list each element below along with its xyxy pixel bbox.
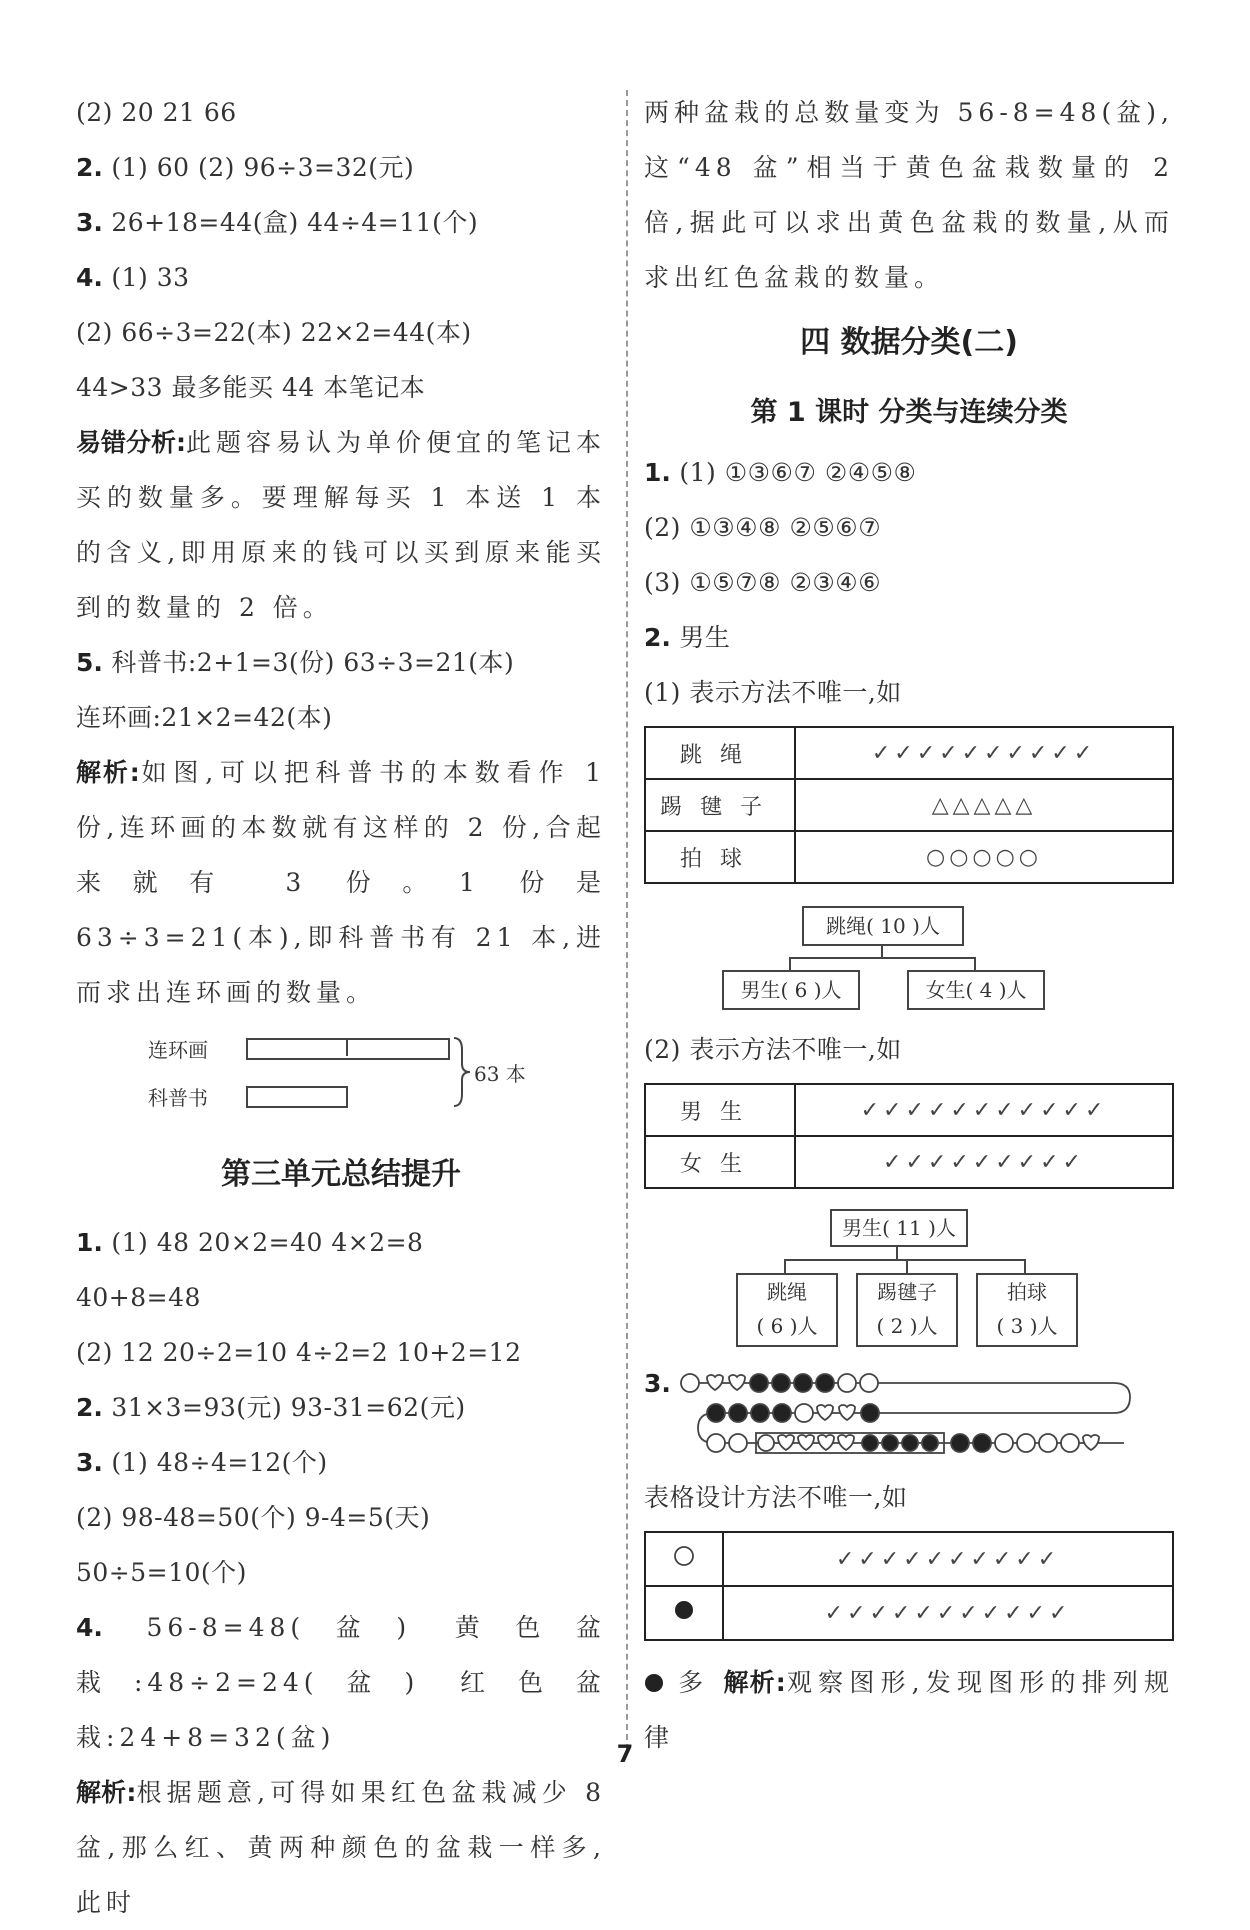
table-row: [645, 1586, 1173, 1640]
tree-root: 跳绳( 10 )人: [802, 906, 964, 946]
answer-line: (2) 12 20÷2=10 4÷2=2 10+2=12: [76, 1338, 522, 1367]
black-bead-icon: [672, 1598, 696, 1622]
segment-label-comics: 连环画: [148, 1038, 208, 1062]
tree-connector: [789, 957, 974, 959]
answer-text: 26+18=44(盒) 44÷4=11(个): [111, 208, 479, 237]
segment-diagram: [76, 1028, 606, 1133]
table-row: [645, 1084, 1173, 1136]
answer-line: [76, 250, 606, 305]
table-key: 男生: [645, 1084, 795, 1136]
answer-line: [76, 1215, 606, 1270]
table-row: [645, 1136, 1173, 1188]
answer-line: 50÷5=10(个): [76, 1558, 247, 1587]
table-key: [645, 1532, 723, 1586]
error-analysis: [76, 415, 606, 635]
question-number: 5.: [76, 648, 103, 677]
bead-tally-table: [644, 1531, 1174, 1641]
tree-diagram-1: [644, 884, 1174, 1014]
analysis-text: 如图,可以把科普书的本数看作 1 份,连环画的本数就有这样的 2 份,合起来就有 3 份。1 份是 63÷3=21(本),即科普书有 21 本,进而求出连环画的数量。: [76, 758, 606, 1007]
question-number: 4.: [76, 1613, 103, 1642]
tree-root: 男生( 11 )人: [830, 1209, 968, 1247]
question-number: 2.: [76, 1393, 103, 1422]
answer-line: [76, 635, 606, 690]
answer-line: (2) 66÷3=22(本) 22×2=44(本): [76, 318, 472, 347]
answer-line: [76, 140, 606, 195]
brace-icon: [452, 1036, 472, 1108]
question-number: 1.: [76, 1228, 103, 1257]
analysis-continued: 两种盆栽的总数量变为 56-8=48(盆),这“48 盆”相当于黄色盆栽数量的 2 倍,据此可以求出黄色盆栽的数量,从而求出红色盆栽的数量。: [644, 98, 1174, 292]
tree-child-label: 跳绳: [767, 1280, 807, 1304]
answer-line: 40+8=48: [76, 1283, 201, 1312]
right-column: [644, 85, 1174, 1765]
tree-connector: [1024, 1259, 1026, 1273]
analysis: [76, 1765, 606, 1930]
tree-child-count: ( 2 )人: [876, 1314, 938, 1338]
question-number: 4.: [76, 263, 103, 292]
science-bar: [246, 1086, 348, 1108]
answer-line: (1) 表示方法不唯一,如: [644, 678, 902, 707]
error-analysis-text: 此题容易认为单价便宜的笔记本买的数量多。要理解每买 1 本送 1 本的含义,即用原来的钱可以买到原来能买到的数量的 2 倍。: [76, 428, 607, 622]
tree-connector: [896, 1245, 898, 1259]
tree-child: 男生( 6 )人: [722, 970, 860, 1010]
question-number: 3.: [76, 208, 103, 237]
tree-connector: [906, 1259, 908, 1273]
black-bead-icon: [644, 1673, 664, 1693]
tree-child: [856, 1273, 958, 1347]
question-number: 3.: [644, 1369, 671, 1398]
tree-connector: [881, 944, 883, 958]
answer-line: [644, 610, 1174, 665]
tree-child-label: 拍球: [1007, 1280, 1047, 1304]
analysis-label: 解析:: [723, 1668, 786, 1697]
tree-child: 女生( 4 )人: [907, 970, 1045, 1010]
unit3-title: 第三单元总结提升: [221, 1157, 461, 1192]
answer-line: 连环画:21×2=42(本): [76, 703, 333, 732]
tree-child: [976, 1273, 1078, 1347]
answer-text: 56-8=48(盆) 黄色盆栽:48÷2=24(盆) 红色盆栽:24+8=32(盆): [76, 1613, 606, 1752]
answer-text: (1) 33: [111, 263, 190, 292]
table-value: ✓✓✓✓✓✓✓✓✓: [795, 1136, 1173, 1188]
table-value: △△△△△: [795, 779, 1173, 831]
answer-line: [76, 195, 606, 250]
segment-total: 63 本: [474, 1062, 526, 1086]
tree-child-count: ( 3 )人: [996, 1314, 1058, 1338]
table-key: 踢毽子: [645, 779, 795, 831]
segment-label-science: 科普书: [148, 1086, 208, 1110]
answer-text: (1) 48 20×2=40 4×2=8: [111, 1228, 424, 1257]
tree-diagram-2: [644, 1189, 1174, 1349]
answer-text: 男生: [679, 623, 731, 652]
white-bead-icon: [672, 1544, 696, 1568]
table-value: ✓✓✓✓✓✓✓✓✓✓: [723, 1532, 1173, 1586]
table-row: [645, 779, 1173, 831]
answer-text: 科普书:2+1=3(份) 63÷3=21(本): [111, 648, 515, 677]
table-key: 女生: [645, 1136, 795, 1188]
answer-line: (2) 98-48=50(个) 9-4=5(天): [76, 1503, 431, 1532]
tally-table-activities: [644, 726, 1174, 884]
table-value: ✓✓✓✓✓✓✓✓✓✓✓: [723, 1586, 1173, 1640]
answer-line: 表格设计方法不唯一,如: [644, 1483, 908, 1512]
left-column: [76, 85, 606, 1930]
answer-text: (1) 60 (2) 96÷3=32(元): [111, 153, 415, 182]
question-number: 3.: [76, 1448, 103, 1477]
answer-line: (2) 表示方法不唯一,如: [644, 1035, 902, 1064]
segment-divider: [346, 1038, 348, 1056]
tally-table-gender: [644, 1083, 1174, 1189]
question-number: 1.: [644, 458, 671, 487]
table-row: [645, 727, 1173, 779]
tree-child: [736, 1273, 838, 1347]
answer-text: 31×3=93(元) 93-31=62(元): [111, 1393, 466, 1422]
answer-line: [76, 1380, 606, 1435]
table-key: 跳绳: [645, 727, 795, 779]
question-number: 2.: [76, 153, 103, 182]
column-divider: [626, 90, 628, 1750]
analysis-label: 解析:: [76, 1778, 137, 1807]
table-row: [645, 831, 1173, 883]
answer-line: (2) 20 21 66: [76, 98, 237, 127]
page-number: 7: [616, 1740, 634, 1768]
tree-connector: [784, 1259, 786, 1273]
table-key: [645, 1586, 723, 1640]
analysis-label: 解析:: [76, 758, 140, 787]
answer-line: [644, 445, 1174, 500]
table-row: [645, 1532, 1173, 1586]
lesson-title: 第 1 课时 分类与连续分类: [750, 397, 1068, 428]
bead-string-figure: [644, 1361, 1174, 1466]
comics-bar: [246, 1038, 450, 1060]
error-analysis-label: 易错分析:: [76, 428, 186, 457]
answer-line: (3) ①⑤⑦⑧ ②③④⑥: [644, 568, 882, 597]
answer-text: (1) 48÷4=12(个): [111, 1448, 328, 1477]
tree-connector: [789, 957, 791, 971]
analysis-text: 根据题意,可得如果红色盆栽减少 8 盆,那么红、黄两种颜色的盆栽一样多,此时: [76, 1778, 606, 1917]
analysis-lead: 多: [678, 1668, 710, 1697]
question-number: 2.: [644, 623, 671, 652]
table-value: ✓✓✓✓✓✓✓✓✓✓: [795, 727, 1173, 779]
table-value: ✓✓✓✓✓✓✓✓✓✓✓: [795, 1084, 1173, 1136]
answer-line: [76, 1435, 606, 1490]
answer-line: (2) ①③④⑧ ②⑤⑥⑦: [644, 513, 882, 542]
table-value: ○○○○○: [795, 831, 1173, 883]
answer-text: (1) ①③⑥⑦ ②④⑤⑧: [679, 458, 917, 487]
analysis: [76, 745, 606, 1020]
tree-connector: [974, 957, 976, 971]
tree-child-label: 踢毽子: [877, 1280, 937, 1304]
analysis-text: 观察图形,发现图形的排列规律: [644, 1668, 1175, 1752]
unit4-title: 四 数据分类(二): [800, 325, 1018, 360]
answer-line: 44>33 最多能买 44 本笔记本: [76, 373, 426, 402]
tree-child-count: ( 6 )人: [756, 1314, 818, 1338]
table-key: 拍球: [645, 831, 795, 883]
bead-pattern: [644, 1361, 1174, 1466]
tree-connector: [784, 1259, 1024, 1261]
